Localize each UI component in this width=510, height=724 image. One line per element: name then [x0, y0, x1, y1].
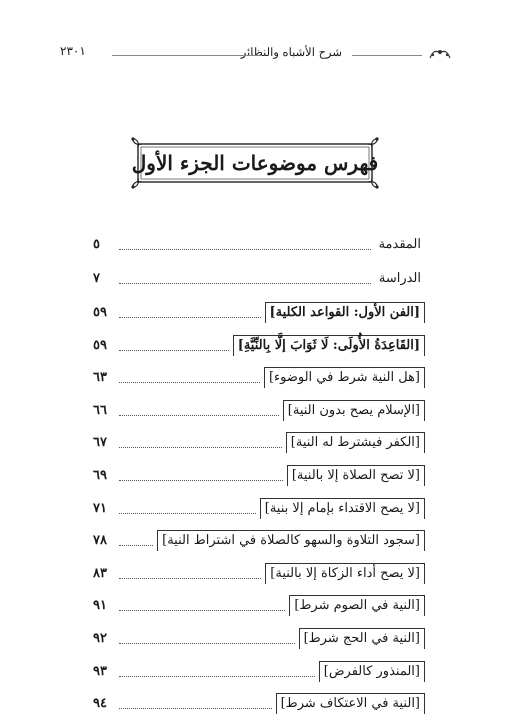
- toc-entry-label: [سجود التلاوة والسهو كالصلاة في اشتراط النية]: [157, 530, 425, 551]
- toc-entry-label: الدراسة: [378, 271, 421, 286]
- toc-entry-page: ٩١: [93, 598, 107, 614]
- toc-entry-page: ٥٩: [93, 337, 107, 353]
- toc-entry: [93, 463, 425, 486]
- toc-entry-page: ٦٦: [93, 402, 107, 418]
- dot-leader: [119, 382, 260, 383]
- dot-leader: [119, 610, 285, 611]
- toc-entry-label: [المنذور كالفرض]: [319, 661, 425, 682]
- dot-leader: [119, 350, 229, 351]
- toc-entry: [93, 561, 425, 584]
- toc-entry-page: ٦٣: [93, 370, 107, 386]
- toc-entry-label: [النية في الاعتكاف شرط]: [276, 693, 425, 714]
- toc-entry: [93, 496, 425, 519]
- toc-entry-label: [النية في الحج شرط]: [299, 628, 425, 649]
- ornament-icon: [428, 46, 452, 60]
- dot-leader: [119, 480, 283, 481]
- header-rule: [352, 55, 422, 56]
- toc-entry: [93, 659, 425, 682]
- toc-entry: [93, 691, 425, 714]
- toc-entry: [93, 232, 425, 255]
- toc-entry: [93, 430, 425, 453]
- toc-entry-label: [الإسلام يصح بدون النية]: [283, 400, 425, 421]
- toc-entry: [93, 528, 425, 551]
- toc-entry-page: ٨٣: [93, 565, 107, 581]
- dot-leader: [119, 415, 279, 416]
- toc-entry-page: ٥٩: [93, 305, 107, 320]
- header-rule: [112, 55, 262, 56]
- toc-entry-page: ٧١: [93, 500, 107, 516]
- toc-entry-page: ٧: [93, 271, 100, 286]
- toc-entry-label: [لا يصح الاقتداء بإمام إلا بنية]: [260, 498, 425, 519]
- dot-leader: [119, 708, 272, 709]
- index-title: فهرس موضوعات الجزء الأول: [131, 151, 379, 175]
- toc-entry-page: ٧٨: [93, 533, 107, 549]
- toc-entry: [93, 626, 425, 649]
- dot-leader: [119, 676, 315, 677]
- running-header: [60, 44, 452, 66]
- index-title-frame: [130, 136, 380, 190]
- dot-leader: [119, 447, 282, 448]
- toc-entry-label: [القَاعِدَةُ الأُولَى: لَا ثَوَابَ إلَّا بِالنِّيَّةِ]: [233, 335, 425, 356]
- toc-entry: [93, 266, 425, 289]
- dot-leader: [119, 249, 371, 250]
- toc-entry-page: ٦٧: [93, 435, 107, 451]
- toc-entry-page: ٥: [93, 237, 100, 252]
- table-of-contents: [93, 232, 425, 724]
- toc-entry-label: [النية في الصوم شرط]: [289, 595, 425, 616]
- dot-leader: [119, 545, 153, 546]
- dot-leader: [119, 578, 261, 579]
- toc-entry-label: [هل النية شرط في الوضوء]: [264, 367, 425, 388]
- toc-entry-label: المقدمة: [378, 237, 421, 252]
- toc-entry-label: [الكفر فيشترط له النية]: [286, 432, 425, 453]
- toc-entry-page: ٦٩: [93, 467, 107, 483]
- toc-entry: [93, 398, 425, 421]
- page-number: ٢٣٠١: [60, 44, 86, 58]
- dot-leader: [119, 283, 371, 284]
- toc-entry: [93, 365, 425, 388]
- toc-entry: [93, 333, 425, 356]
- dot-leader: [119, 317, 261, 318]
- toc-entry-page: ٩٢: [93, 630, 107, 646]
- toc-entry: [93, 300, 425, 323]
- dot-leader: [119, 643, 295, 644]
- toc-entry-label: [لا تصح الصلاة إلا بالنية]: [287, 465, 425, 486]
- toc-entry-label: [لا يصح أداء الزكاة إلا بالنية]: [265, 563, 425, 584]
- running-header-title: شرح الأشباه والنظائر: [240, 45, 342, 59]
- toc-entry-label: [الفن الأول: القواعد الكلية]: [265, 302, 425, 323]
- toc-entry-page: ٩٣: [93, 663, 107, 679]
- toc-entry: [93, 593, 425, 616]
- toc-entry-page: ٩٤: [93, 696, 107, 712]
- dot-leader: [119, 513, 256, 514]
